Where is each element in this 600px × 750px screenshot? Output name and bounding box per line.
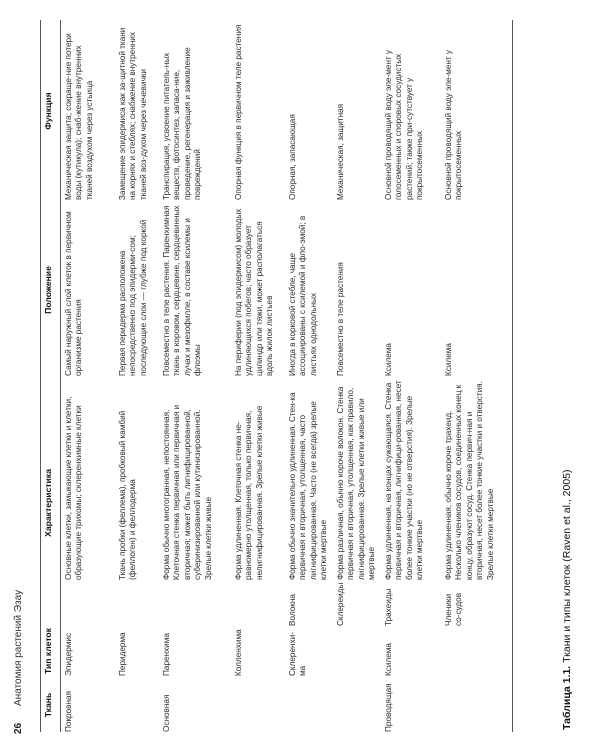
cell-tissue bbox=[336, 678, 380, 732]
running-head bbox=[3, 0, 25, 750]
cell-position: На периферии (под эпидермисом) молодых удлиняющихся побегов; часто образует цилиндр или тяжи, может располагаться вдоль жилок листьев bbox=[234, 208, 275, 376]
cell-characteristic: Форма обычно значительно удлиненная. Стен-ка первичная и вторичная, утолщенная, часто лигнифицированная. Часто (не всегда) зрелые клетки мертвые bbox=[288, 392, 329, 580]
cell-function: Основной проводящий воду эле-мент у покрытосеменных bbox=[444, 49, 464, 200]
cell-characteristic: Основные клетки, замыкающие клетки и клетки, образующие трихомы; склеренхимные клетки bbox=[64, 396, 84, 580]
cell-subtype: Членики со-судов bbox=[444, 592, 464, 626]
header-characteristic: Характеристика bbox=[43, 469, 53, 537]
cell-tissue bbox=[288, 678, 332, 732]
header-function: Функция bbox=[43, 92, 53, 130]
cell-function: Механическая, защитная bbox=[336, 103, 345, 200]
cell-cell-type: Ксилема bbox=[384, 643, 393, 676]
cell-function: Опорная функция в первичном теле растения bbox=[234, 24, 243, 200]
cell-tissue: Основная bbox=[162, 694, 171, 732]
cell-tissue: Покровная bbox=[64, 691, 73, 732]
cell-function: Опорная, запасающая bbox=[288, 114, 297, 200]
cell-characteristic: Форма удлиненная, обычно короче трахеид. Несколько члеников сосудов, соединенных конец к концу, образуют сосуд. Стенка первич-ная и вторичная, несет более тонкие участки и отверстия. Зрелые клетки мертвые bbox=[444, 381, 495, 580]
cell-function: Транспирация, усвоение питатель-ных веществ, фотосинтез, запаса-ние, проведение, регенерация и заживление повреждений bbox=[162, 47, 203, 200]
cell-tissue: Проводящая bbox=[384, 683, 393, 732]
book-title: Анатомия растений Эзау bbox=[13, 589, 24, 706]
cell-tissue bbox=[444, 678, 510, 732]
cell-position: Повсеместно в теле растения bbox=[336, 262, 345, 376]
cell-function: Механическая защита; сокраще-ние потери воды (кутикула); снаб-жение внутренних тканей воздухом через устьица bbox=[64, 33, 94, 200]
cell-position: Первая перидерма расположена непосредственно под эпидерми-сом; последующие слои — глубже под коркой bbox=[118, 219, 148, 376]
cell-cell-type bbox=[336, 626, 380, 676]
cell-characteristic: Форма удлиненная, на концах сужающаяся. Стенка первичная и вторичная, лигнифици-рованная, несет более тонкие участки (но не отверстия). Зрелые клетки мертвые bbox=[384, 380, 425, 580]
cell-characteristic: Форма удлиненная. Клеточная стенка не-равномерно утолщенная, только первичная, нелигнифицированная. Зрелые клетки живые bbox=[234, 405, 264, 580]
cell-characteristic: Форма различная, обычно короче волокон. Стенка первичная и вторичная, утолщенная, как правило, лигнифицированная. Зрелые клетки живые или мертвые bbox=[336, 386, 377, 580]
cell-cell-type: Паренхима bbox=[162, 633, 171, 676]
cell-position: Ксилема bbox=[384, 343, 393, 376]
cell-cell-type: Перидерма bbox=[118, 632, 127, 676]
cell-cell-type: Эпидермис bbox=[64, 632, 73, 676]
cell-cell-type: Склеренхи-ма bbox=[288, 632, 308, 676]
header-cell-type: Тип клеток bbox=[43, 628, 53, 674]
cell-tissue bbox=[118, 678, 158, 732]
cell-subtype: Трахеиды bbox=[384, 588, 393, 626]
cell-position: Иногда в корковой стебле, чаще ассоциированы с ксилемой и фло-эмой; в листьях однодольных bbox=[288, 215, 318, 376]
cell-cell-type bbox=[444, 626, 510, 676]
page-number: 26 bbox=[13, 722, 24, 734]
table-rule bbox=[512, 20, 513, 732]
table-rule bbox=[60, 20, 61, 732]
cell-cell-type: Колленхима bbox=[234, 629, 243, 676]
header-tissue: Ткань bbox=[43, 692, 53, 718]
caption-text: Ткани и типы клеток (Raven et al., 2005) bbox=[561, 469, 573, 663]
caption-label: Таблица 1.1. bbox=[561, 665, 573, 730]
table-rule bbox=[40, 20, 41, 732]
cell-subtype: Волокна bbox=[288, 594, 297, 626]
cell-characteristic: Ткань пробки (феллема), пробковый камбий (феллоген) и феллодерма bbox=[118, 410, 138, 580]
cell-function: Замещение эпидермиса как за-щитной ткани на корнях и стеблях; снабжение внутренних тканей воз-духом через чечевички bbox=[118, 27, 148, 200]
cell-position: Самый наружный слой клеток в первичном организме растения bbox=[64, 211, 84, 376]
tissue-table bbox=[40, 20, 538, 732]
header-position: Положение bbox=[43, 266, 53, 314]
cell-characteristic: Форма обычно многогранная, непостоянная. Клеточная стенка первичная или первичная и вторичная; может быть лигнифицированной, суберинизированной или кутинизированной. Зрелые клетки живые bbox=[162, 404, 213, 580]
table-caption bbox=[561, 469, 573, 730]
cell-position: Повсеместно в теле растения. Паренхимная ткань в коровом, сердцевине, сердцевинных лучах и мезофилле, в составе ксилемы и флоэмы bbox=[162, 205, 203, 376]
cell-tissue bbox=[234, 678, 284, 732]
cell-function: Основной проводящий воду эле-мент у голосеменных и споровых сосудистых растений; также при-сутствует у покрытосеменных bbox=[384, 49, 425, 200]
cell-position: Ксилема bbox=[444, 343, 453, 376]
cell-subtype: Склереиды bbox=[336, 582, 345, 626]
